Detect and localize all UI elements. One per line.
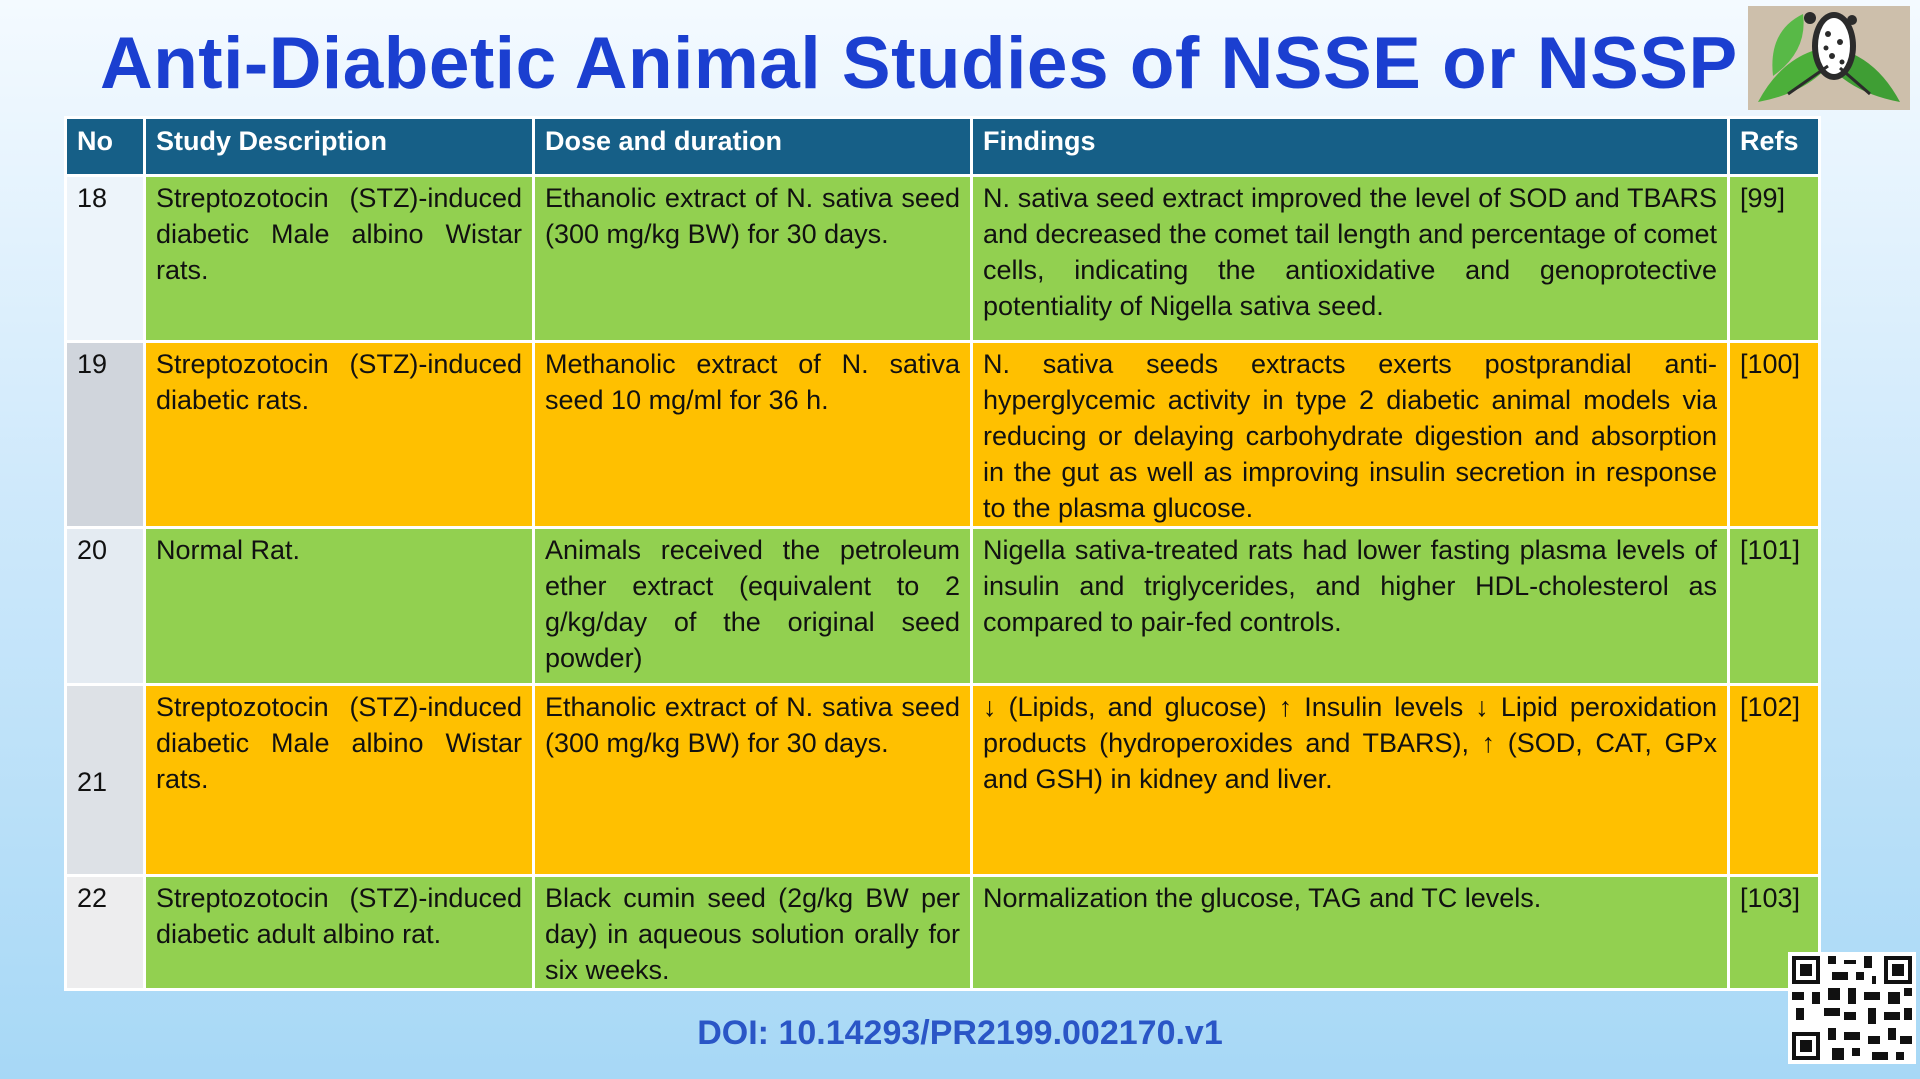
row-no: 20 <box>66 528 145 685</box>
row-dose: Ethanolic extract of N. sativa seed (300 mg/kg BW) for 30 days. <box>534 685 972 876</box>
row-dose: Methanolic extract of N. sativa seed 10 mg/ml for 36 h. <box>534 342 972 528</box>
row-refs: [101] <box>1729 528 1820 685</box>
table-row <box>66 876 1820 990</box>
row-refs: [100] <box>1729 342 1820 528</box>
table-row <box>66 528 1820 685</box>
row-study: Streptozotocin (STZ)-induced diabetic Male albino Wistar rats. <box>145 176 534 342</box>
table-row <box>66 685 1820 876</box>
page-title: Anti-Diabetic Animal Studies of NSSE or NSSP <box>100 23 1738 104</box>
table-row <box>66 176 1820 342</box>
row-study: Streptozotocin (STZ)-induced diabetic rats. <box>145 342 534 528</box>
row-no: 19 <box>66 342 145 528</box>
table-header-row <box>66 118 1820 176</box>
column-header-study: Study Description <box>145 118 534 176</box>
row-dose: Ethanolic extract of N. sativa seed (300 mg/kg BW) for 30 days. <box>534 176 972 342</box>
column-header-dose: Dose and duration <box>534 118 972 176</box>
row-refs: [102] <box>1729 685 1820 876</box>
doi-link[interactable]: DOI: 10.14293/PR2199.002170.v1 <box>697 1014 1223 1052</box>
row-no: 21 <box>66 685 145 876</box>
row-study: Streptozotocin (STZ)-induced diabetic Male albino Wistar rats. <box>145 685 534 876</box>
row-refs: [99] <box>1729 176 1820 342</box>
row-findings: N. sativa seeds extracts exerts postprandial anti-hyperglycemic activity in type 2 diabetic animal models via reducing or delaying carbohydrate digestion and absorption in the gut as well as improving insulin secretion in response to the plasma glucose. <box>972 342 1729 528</box>
row-dose: Animals received the petroleum ether extract (equivalent to 2 g/kg/day of the original seed powder) <box>534 528 972 685</box>
nigella-sativa-logo-icon <box>1748 6 1910 110</box>
row-no: 18 <box>66 176 145 342</box>
studies-table <box>64 116 1821 991</box>
qr-code-icon[interactable] <box>1788 952 1916 1064</box>
column-header-refs: Refs <box>1729 118 1820 176</box>
row-study: Streptozotocin (STZ)-induced diabetic adult albino rat. <box>145 876 534 990</box>
row-refs: [103] <box>1729 876 1820 990</box>
row-findings: Normalization the glucose, TAG and TC levels. <box>972 876 1729 990</box>
row-no: 22 <box>66 876 145 990</box>
column-header-findings: Findings <box>972 118 1729 176</box>
row-study: Normal Rat. <box>145 528 534 685</box>
row-findings: Nigella sativa-treated rats had lower fasting plasma levels of insulin and triglycerides, and higher HDL-cholesterol as compared to pair-fed controls. <box>972 528 1729 685</box>
row-findings: ↓ (Lipids, and glucose) ↑ Insulin levels ↓ Lipid peroxidation products (hydroperoxides and TBARS), ↑ (SOD, CAT, GPx and GSH) in kidney and liver. <box>972 685 1729 876</box>
column-header-no: No <box>66 118 145 176</box>
row-dose: Black cumin seed (2g/kg BW per day) in aqueous solution orally for six weeks. <box>534 876 972 990</box>
table-row <box>66 342 1820 528</box>
row-findings: N. sativa seed extract improved the level of SOD and TBARS and decreased the comet tail length and percentage of comet cells, indicating the antioxidative and genoprotective potentiality of Nigella sativa seed. <box>972 176 1729 342</box>
